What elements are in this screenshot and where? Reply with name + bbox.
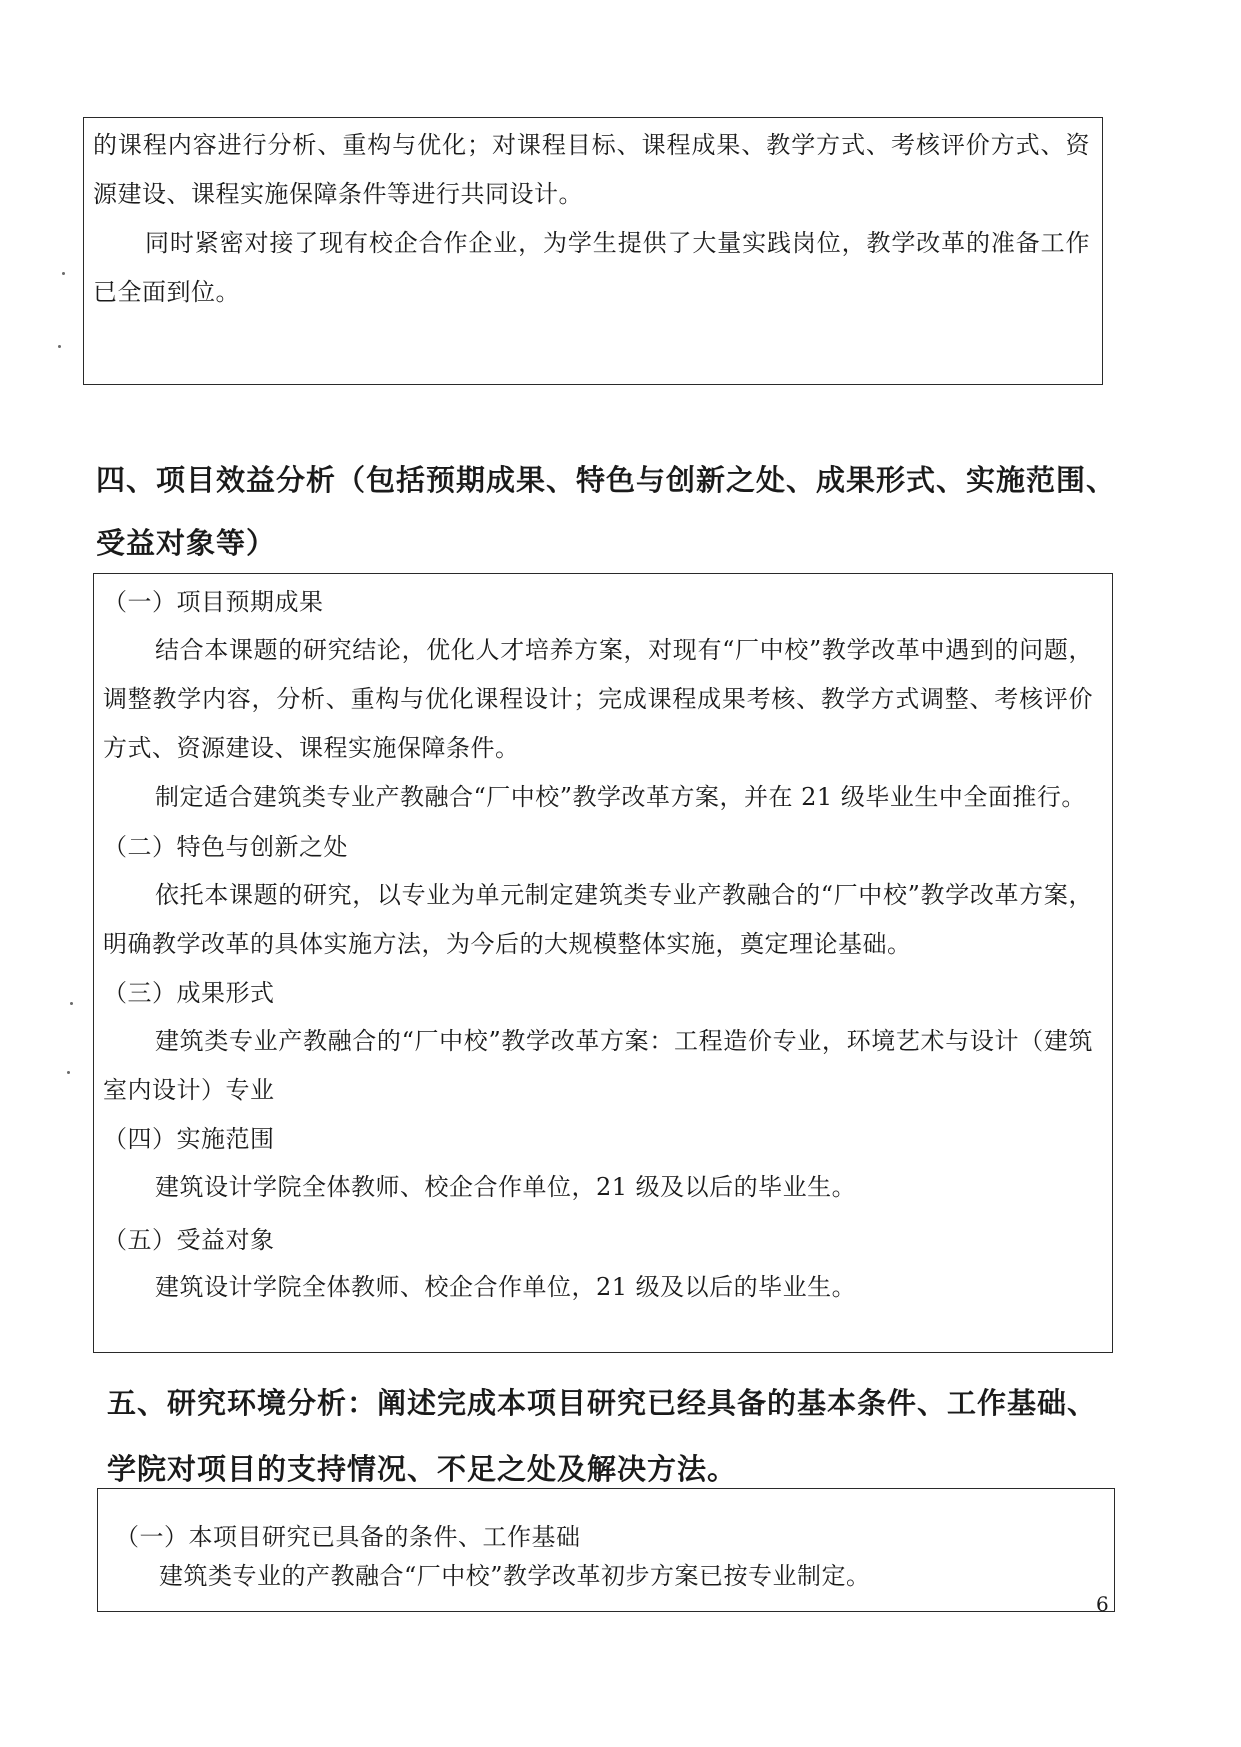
scan-speck bbox=[67, 1071, 70, 1074]
expected-results-title: （一）项目预期成果 bbox=[103, 588, 324, 616]
expected-results-paragraph-1: 结合本课题的研究结论，优化人才培养方案，对现有“厂中校”教学改革中遇到的问题，调整教学内容，分析、重构与优化课程设计；完成课程成果考核、教学方式调整、考核评价方式、资源建设、课程实施保障条件。 bbox=[103, 636, 1093, 762]
result-form-title: （三）成果形式 bbox=[103, 979, 275, 1007]
scan-speck bbox=[70, 1002, 73, 1005]
beneficiaries-title: （五）受益对象 bbox=[103, 1226, 275, 1254]
continuation-paragraph-1: 的课程内容进行分析、重构与优化；对课程目标、课程成果、教学方式、考核评价方式、资源建设、课程实施保障条件等进行共同设计。 bbox=[93, 131, 1090, 208]
section-5-heading: 五、研究环境分析：阐述完成本项目研究已经具备的基本条件、工作基础、学院对项目的支持情况、不足之处及解决方法。 bbox=[107, 1386, 1098, 1486]
section-4-heading-line-1: 四、项目效益分析（包括预期成果、特色与创新之处、成果形式、实施范围、 bbox=[96, 463, 1117, 497]
section-4-heading-line-2: 受益对象等） bbox=[96, 526, 277, 560]
existing-conditions-title: （一）本项目研究已具备的条件、工作基础 bbox=[115, 1523, 581, 1551]
result-form-paragraph: 建筑类专业产教融合的“厂中校”教学改革方案：工程造价专业，环境艺术与设计（建筑室内设计）专业 bbox=[103, 1027, 1093, 1104]
features-innovation-paragraph: 依托本课题的研究，以专业为单元制定建筑类专业产教融合的“厂中校”教学改革方案，明确教学改革的具体实施方法，为今后的大规模整体实施，奠定理论基础。 bbox=[103, 881, 1093, 958]
implementation-scope-paragraph: 建筑设计学院全体教师、校企合作单位，21 级及以后的毕业生。 bbox=[155, 1173, 857, 1201]
features-innovation-title: （二）特色与创新之处 bbox=[103, 833, 348, 861]
existing-conditions-paragraph: 建筑类专业的产教融合“厂中校”教学改革初步方案已按专业制定。 bbox=[159, 1562, 871, 1590]
page-number: 6 bbox=[1096, 1592, 1109, 1616]
scan-speck bbox=[58, 345, 61, 348]
beneficiaries-paragraph: 建筑设计学院全体教师、校企合作单位，21 级及以后的毕业生。 bbox=[155, 1273, 857, 1301]
implementation-scope-title: （四）实施范围 bbox=[103, 1125, 275, 1153]
scan-speck bbox=[62, 272, 65, 275]
continuation-paragraph-2: 同时紧密对接了现有校企合作企业，为学生提供了大量实践岗位，教学改革的准备工作已全面到位。 bbox=[93, 229, 1090, 306]
expected-results-paragraph-2: 制定适合建筑类专业产教融合“厂中校”教学改革方案，并在 21 级毕业生中全面推行。 bbox=[155, 783, 1086, 811]
